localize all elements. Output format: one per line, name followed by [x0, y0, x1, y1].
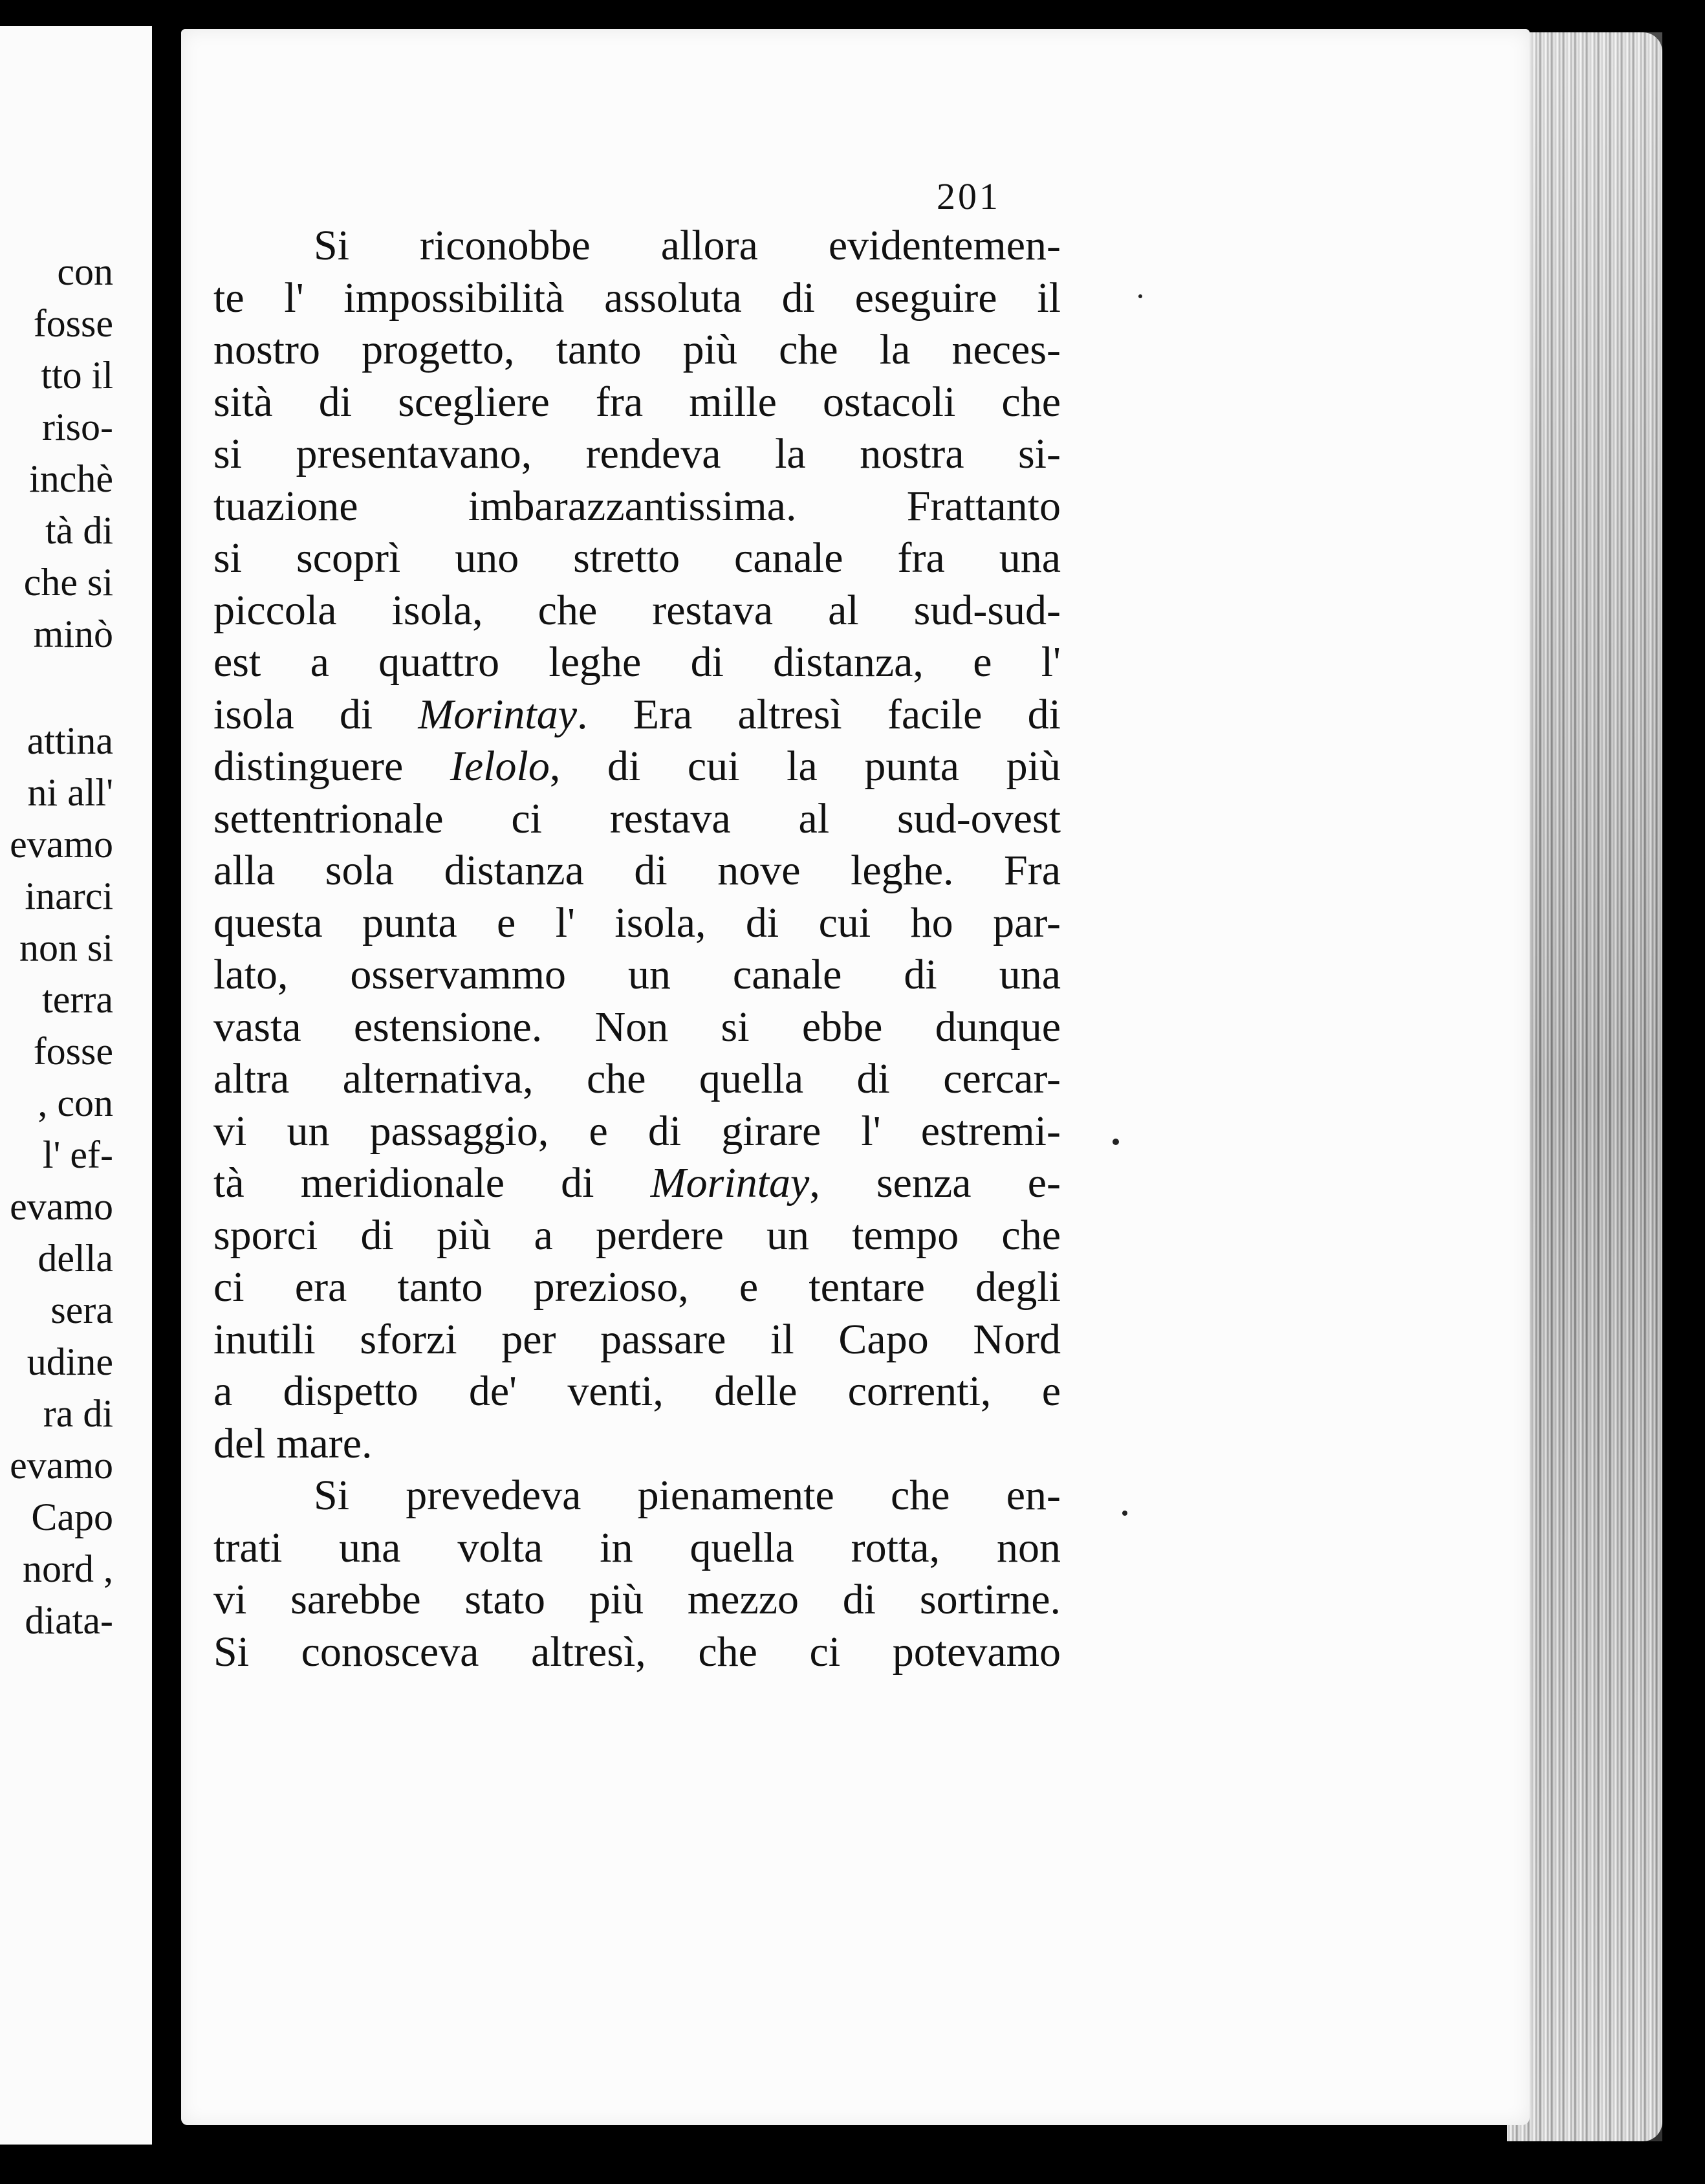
- left-fragment: attina: [27, 719, 113, 762]
- text-line: si scoprì uno stretto canale fra una: [213, 534, 1061, 582]
- text-line: ci era tanto prezioso, e tentare degli: [213, 1263, 1061, 1311]
- text-line: questa punta e l' isola, di cui ho par-: [213, 899, 1061, 946]
- text-line: [213, 1157, 1061, 1210]
- text-line: settentrionale ci restava al sud-ovest: [213, 794, 1061, 842]
- place-name: Ielolo: [450, 743, 550, 790]
- text-segment: tà meridionale di: [213, 1159, 651, 1207]
- place-name: Morintay: [418, 690, 578, 738]
- text-line: [213, 741, 1061, 793]
- left-fragment: terra: [42, 978, 113, 1021]
- text-line: altra alternativa, che quella di cercar-: [213, 1055, 1061, 1102]
- left-fragment: sera: [50, 1289, 113, 1331]
- left-fragment: l' ef-: [42, 1133, 113, 1176]
- page-number: 201: [937, 175, 1001, 217]
- left-fragment: diata-: [25, 1599, 113, 1642]
- text-line: vi sarebbe stato più mezzo di sortirne.: [213, 1576, 1061, 1623]
- left-fragment: riso-: [42, 406, 113, 448]
- left-fragment: tà di: [45, 509, 113, 552]
- left-fragment: con: [57, 250, 113, 293]
- text-line: [213, 689, 1061, 741]
- left-fragment: nord ,: [23, 1547, 113, 1590]
- left-fragment: tto il: [41, 354, 113, 397]
- text-line: sporci di più a perdere un tempo che: [213, 1211, 1061, 1259]
- left-fragment: fosse: [33, 302, 113, 345]
- text-segment: distinguere: [213, 743, 450, 790]
- body-text: [213, 220, 1061, 1678]
- text-line: del mare.: [213, 1419, 373, 1467]
- text-line: trati una volta in quella rotta, non: [213, 1523, 1061, 1571]
- left-fragment: fosse: [33, 1030, 113, 1073]
- ink-speck: [1138, 294, 1142, 298]
- left-page: [0, 26, 153, 2145]
- left-fragment: ni all': [27, 771, 113, 814]
- text-line: vasta estensione. Non si ebbe dunque: [213, 1003, 1061, 1051]
- left-fragment: evamo: [10, 1185, 113, 1228]
- text-line: te l' impossibilità assoluta di eseguire il: [213, 274, 1061, 322]
- text-line: lato, osservammo un canale di una: [213, 951, 1061, 998]
- left-fragment: inchè: [29, 457, 113, 500]
- text-line: inutili sforzi per passare il Capo Nord: [213, 1315, 1061, 1363]
- left-fragment: della: [38, 1237, 113, 1280]
- text-line: Si prevedeva pienamente che en-: [314, 1472, 1061, 1519]
- book-gutter: [152, 0, 184, 2184]
- left-fragment: inarci: [25, 875, 113, 917]
- text-line: si presentavano, rendeva la nostra si-: [213, 430, 1061, 477]
- left-fragment: Capo: [31, 1496, 113, 1538]
- ink-speck: [1113, 1139, 1119, 1145]
- text-segment: . Era altresì facile di: [577, 690, 1061, 738]
- text-line: vi un passaggio, e di girare l' estremi-: [213, 1107, 1061, 1155]
- text-line: piccola isola, che restava al sud-sud-: [213, 586, 1061, 634]
- page-edges: [1507, 32, 1662, 2141]
- text-segment: , di cui la punta più: [549, 743, 1061, 790]
- left-fragment: evamo: [10, 823, 113, 866]
- text-line: est a quattro leghe di distanza, e l': [213, 639, 1061, 686]
- text-segment: isola di: [213, 690, 418, 738]
- text-segment: , senza e-: [809, 1159, 1061, 1207]
- left-fragment: minò: [33, 613, 113, 655]
- left-fragment: non si: [19, 926, 113, 969]
- ink-speck: [1122, 1511, 1127, 1516]
- text-line: nostro progetto, tanto più che la neces-: [213, 326, 1061, 373]
- text-line: Si conosceva altresì, che ci potevamo: [213, 1628, 1061, 1676]
- text-line: a dispetto de' venti, delle correnti, e: [213, 1368, 1061, 1415]
- left-fragment: che si: [23, 561, 113, 604]
- text-line: tuazione imbarazzantissima. Frattanto: [213, 482, 1061, 530]
- place-name: Morintay: [650, 1159, 810, 1207]
- left-fragment: , con: [38, 1082, 113, 1124]
- left-fragment: udine: [27, 1340, 113, 1383]
- left-fragment: evamo: [10, 1444, 113, 1487]
- text-line: Si riconobbe allora evidentemen-: [314, 222, 1061, 269]
- text-line: sità di scegliere fra mille ostacoli che: [213, 378, 1061, 426]
- text-line: alla sola distanza di nove leghe. Fra: [213, 847, 1061, 894]
- left-fragment: ra di: [43, 1392, 113, 1435]
